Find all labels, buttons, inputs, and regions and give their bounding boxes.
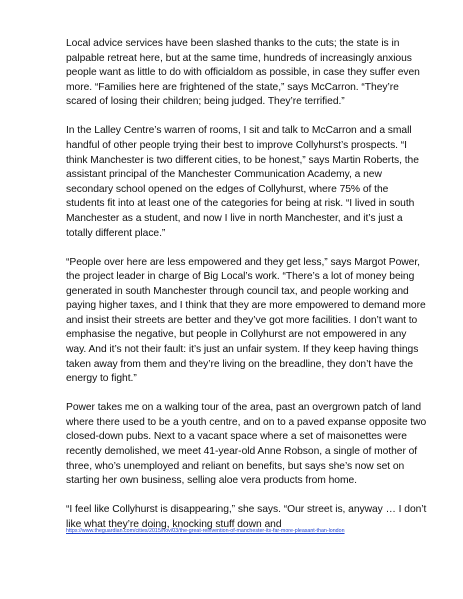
article-paragraph: Power takes me on a walking tour of the area, past an overgrown patch of land where there used to be a youth centre, and on to a paved expanse opposite two closed-down pubs. Next to a vacant space where a set of maisonettes were recently demolished, we meet 41-year-old Anne Robson, a single of mother of three, who’s unemployed and reliant on benefits, but says she’s now set on starting her own business, selling aloe vera products from home. (66, 402, 427, 487)
article-paragraph: In the Lalley Centre’s warren of rooms, I sit and talk to McCarron and a small handful of other people trying their best to improve Collyhurst’s prospects. “I think Manchester is two different cities, to be honest,” says Martin Roberts, the assistant principal of the Manchester Communication Academy, a new secondary school opened on the edges of Collyhurst, where 75% of the students fit into at least one of the categories for being at risk. “I lived in south Manchester as a student, and now I live in north Manchester, and it’s just a totally different place.” (66, 125, 419, 239)
source-url-link[interactable]: https://www.theguardian.com/cities/2015/nov/03/the-great-reinvention-of-manchester-its-far-more-pleasant-than-london (66, 528, 345, 534)
article-paragraph: “People over here are less empowered and they get less,” says Margot Power, the project leader in charge of Big Local’s work. “There’s a lot of money being generated in south Manchester through council tax, and people working and paying higher taxes, and I think that they are more empowered to demand more and insist their streets are better and they’ve got more facilities. I don’t want to emphasise the negative, but people in Collyhurst are not empowered in any way. And it’s not their fault: it’s just an unfair system. If they keep having things taken away from them and they’re living on the breadline, they don’t have the energy to fight.” (66, 256, 426, 385)
article-paragraph: Local advice services have been slashed thanks to the cuts; the state is in palpable retreat here, but at the same time, hundreds of increasingly anxious people want as little to do with officialdom as possible, in case they suffer even more. “Families here are frightened of the state,” says McCarron. “They’re scared of losing their children; being judged. They’re terrified.” (66, 38, 420, 108)
article-body (66, 37, 429, 532)
article-paragraph: “I feel like Collyhurst is disappearing,” she says. “Our street is, anyway … I don’t like what they’re doing, knocking stuff down and (66, 504, 427, 530)
